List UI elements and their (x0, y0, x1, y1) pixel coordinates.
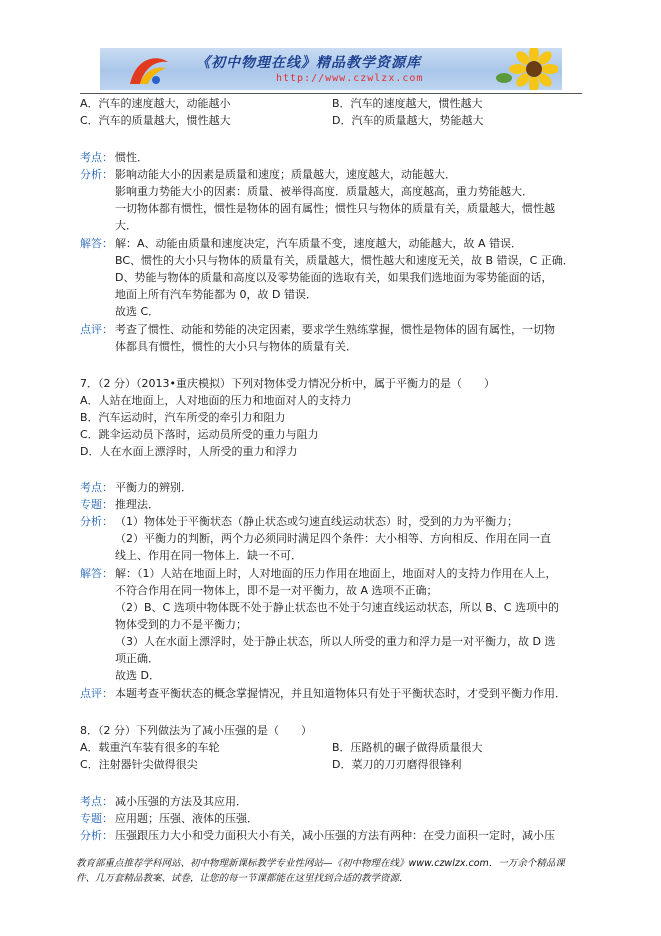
q7-stem: 7．（2 分）（2013•重庆模拟）下列对物体受力情况分析中，属于平衡力的是（ ） (80, 377, 495, 390)
footer-line-1: 教育部重点推荐学科网站、初中物理新课标教学专业性网站—《初中物理在线》www.czwlzx.com．一万余个精品课 (76, 858, 565, 869)
q6-jieda-4: 地面上所有汽车势能都为 0，故 D 错误． (115, 288, 317, 301)
q6-option-c: C．汽车的质量越大，惯性越大 (80, 114, 231, 127)
header-title: 《初中物理在线》精品教学资源库 (196, 55, 421, 71)
q7-option-d: D．人在水面上漂浮时，人所受的重力和浮力 (80, 445, 298, 458)
q7-fenxi-1: （1）物体处于平衡状态（静止状态或匀速直线运动状态）时，受到的力为平衡力； (115, 515, 518, 528)
q6-option-d: D．汽车的质量越大，势能越大 (332, 114, 484, 127)
header-url[interactable]: http://www.czwlzx.com (276, 73, 424, 84)
q6-kaodian: 惯性． (115, 151, 148, 164)
q6-fenxi-1: 影响动能大小的因素是质量和速度；质量越大，速度越大，动能越大． (115, 168, 456, 181)
q6-fenxi-label: 分析： (80, 168, 113, 181)
footer-line-2: 件、几万套精品教案、试卷，让您的每一节课都能在这里找到合适的教学资源． (76, 873, 409, 884)
q8-option-a: A．载重汽车装有很多的车轮 (80, 741, 220, 754)
q7-option-b: B．汽车运动时，汽车所受的牵引力和阻力 (80, 411, 286, 424)
q6-dianping-2: 体都具有惯性，惯性的大小只与物体的质量有关． (115, 340, 357, 353)
q7-dianping-label: 点评： (80, 687, 113, 700)
q7-jieda-5: （3）人在水面上漂浮时，处于静止状态，所以人所受的重力和浮力是一对平衡力，故 D 选 (115, 635, 556, 648)
q7-option-a: A．人站在地面上，人对地面的压力和地面对人的支持力 (80, 394, 352, 407)
q6-option-a: A．汽车的速度越大，动能越小 (80, 97, 231, 110)
q6-dianping-label: 点评： (80, 323, 113, 336)
q7-kaodian: 平衡力的辨别． (115, 481, 192, 494)
q7-fenxi-label: 分析： (80, 515, 113, 528)
q6-option-b: B．汽车的速度越大，惯性越大 (332, 97, 483, 110)
q8-option-b: B．压路机的碾子做得质量很大 (332, 741, 483, 754)
q7-zhuanti-label: 专题： (80, 498, 113, 511)
q6-fenxi-4: 大． (115, 219, 137, 232)
q7-jieda-6: 项正确． (115, 652, 159, 665)
q6-jieda-5: 故选 C． (115, 305, 160, 318)
q7-jieda-1: 解：（1）人站在地面上时，人对地面的压力作用在地面上，地面对人的支持力作用在人上， (115, 567, 557, 580)
q6-kaodian-label: 考点： (80, 151, 113, 164)
q7-jieda-label: 解答： (80, 567, 113, 580)
q6-fenxi-3: 一切物体都有惯性，惯性是物体的固有属性；惯性只与物体的质量有关，质量越大，惯性越 (115, 202, 555, 215)
q8-option-c: C．注射器针尖做得很尖 (80, 758, 198, 771)
q7-jieda-3: （2）B、C 选项中物体既不处于静止状态也不处于匀速直线运动状态，所以 B、C 选项中的 (115, 601, 559, 614)
q8-fenxi-1: 压强跟压力大小和受力面积大小有关，减小压强的方法有两种：在受力面积一定时，减小压 (115, 829, 555, 842)
q8-option-d: D．菜刀的刀刃磨得很锋利 (332, 758, 462, 771)
q6-jieda-2: BC、惯性的大小只与物体的质量有关，质量越大，惯性越大和速度无关，故 B 错误，C 正确． (115, 254, 574, 267)
site-logo-icon (126, 52, 172, 88)
header-banner (100, 48, 562, 90)
sunflower-icon (496, 48, 558, 90)
q8-kaodian: 减小压强的方法及其应用． (115, 795, 247, 808)
q7-jieda-2: 不符合作用在同一物体上，即不是一对平衡力，故 A 选项不正确； (115, 584, 438, 597)
q7-fenxi-3: 线上、作用在同一物体上．缺一不可． (115, 549, 302, 562)
q8-zhuanti-label: 专题： (80, 812, 113, 825)
q7-jieda-4: 物体受到的力不是平衡力； (115, 618, 247, 631)
q7-fenxi-2: （2）平衡力的判断，两个力必须同时满足四个条件：大小相等、方向相反、作用在同一直 (115, 532, 551, 545)
q7-option-c: C．跳伞运动员下落时，运动员所受的重力与阻力 (80, 428, 319, 441)
q6-fenxi-2: 影响重力势能大小的因素：质量、被举得高度．质量越大，高度越高，重力势能越大． (115, 185, 533, 198)
q6-dianping-1: 考查了惯性、动能和势能的决定因素，要求学生熟练掌握，惯性是物体的固有属性，一切物 (115, 323, 555, 336)
q6-jieda-3: D、势能与物体的质量和高度以及零势能面的选取有关，如果我们选地面为零势能面的话， (115, 271, 553, 284)
q6-jieda-label: 解答： (80, 237, 113, 250)
q6-jieda-1: 解：A、动能由质量和速度决定，汽车质量不变，速度越大，动能越大，故 A 错误． (115, 237, 523, 250)
q7-kaodian-label: 考点： (80, 481, 113, 494)
header-rule (80, 93, 582, 94)
q8-stem: 8．（2 分）下列做法为了减小压强的是（ ） (80, 724, 312, 737)
q8-zhuanti: 应用题；压强、液体的压强． (115, 812, 258, 825)
q7-jieda-7: 故选 D． (115, 669, 160, 682)
q7-dianping-1: 本题考查平衡状态的概念掌握情况，并且知道物体只有处于平衡状态时，才受到平衡力作用． (115, 687, 566, 700)
q8-fenxi-label: 分析： (80, 829, 113, 842)
q7-zhuanti: 推理法． (115, 498, 159, 511)
q8-kaodian-label: 考点： (80, 795, 113, 808)
